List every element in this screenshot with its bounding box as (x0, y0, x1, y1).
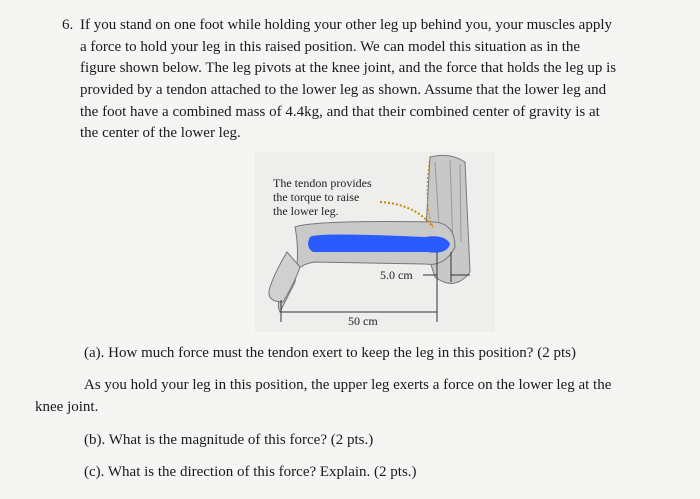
problem-line: a force to hold your leg in this raised position. We can model this situation as in the (80, 39, 581, 55)
question-context: knee joint. (35, 399, 99, 415)
problem-line: figure shown below. The leg pivots at the knee joint, and the force that holds the leg up is (80, 60, 617, 76)
leg-figure (255, 152, 495, 332)
figure-caption: the lower leg. (273, 204, 339, 218)
figure-caption: The tendon provides (273, 176, 372, 190)
dimension-5cm: 5.0 cm (380, 268, 413, 282)
problem-number: 6. (62, 17, 74, 33)
problem-line: provided by a tendon attached to the lower leg as shown. Assume that the lower leg and (80, 82, 607, 98)
problem-line: If you stand on one foot while holding your other leg up behind you, your muscles apply (80, 17, 612, 33)
figure-caption: the torque to raise (273, 190, 360, 204)
question-c: (c). What is the direction of this force? Explain. (2 pts.) (84, 464, 417, 480)
question-b: (b). What is the magnitude of this force? (2 pts.) (84, 432, 374, 448)
problem-line: the foot have a combined mass of 4.4kg, and that their combined center of gravity is at (80, 104, 600, 120)
question-a: (a). How much force must the tendon exert to keep the leg in this position? (2 pts) (84, 345, 576, 361)
dimension-50cm: 50 cm (348, 314, 378, 328)
question-context: As you hold your leg in this position, the upper leg exerts a force on the lower leg at the (84, 377, 612, 393)
problem-line: the center of the lower leg. (80, 125, 241, 141)
